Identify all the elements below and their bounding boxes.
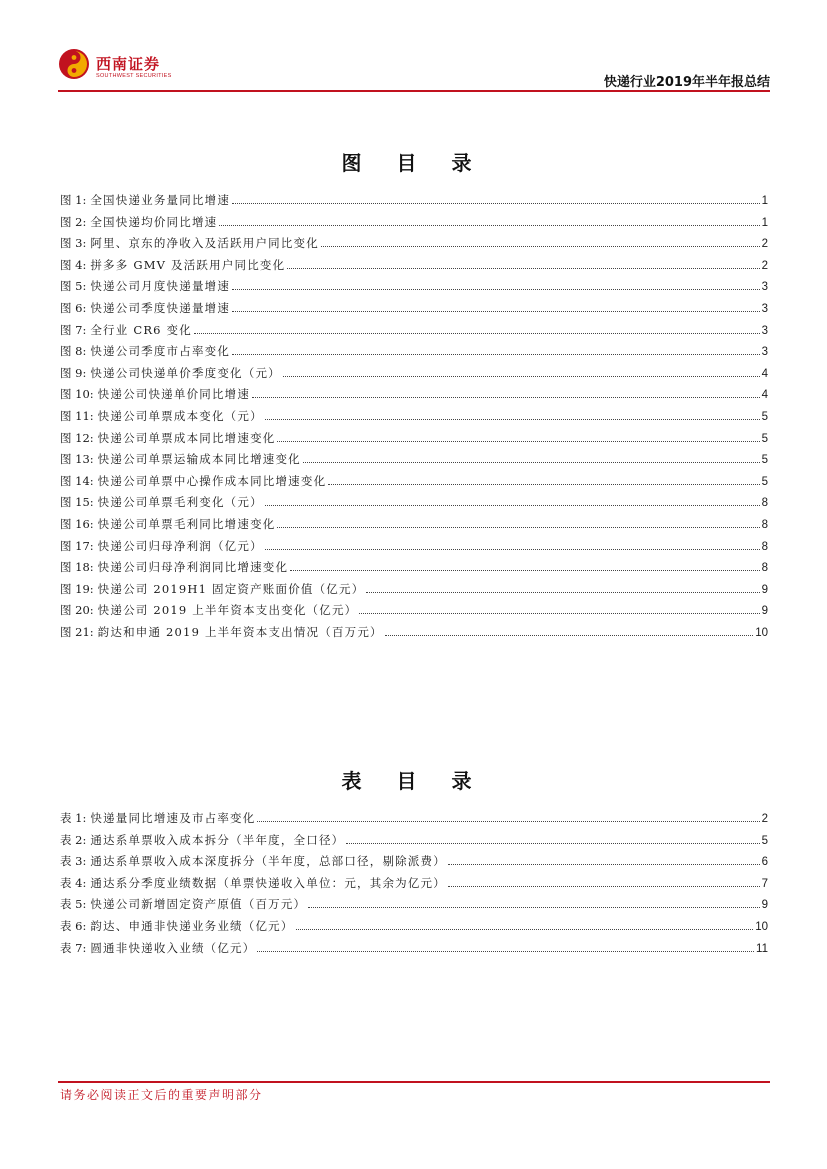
- figure-entry-label: 图 9:: [60, 365, 87, 380]
- figure-toc-entry[interactable]: [60, 622, 768, 644]
- dot-leader: [290, 570, 759, 571]
- figure-entry-label: 图 19:: [60, 581, 94, 596]
- figure-entry-label: 图 5:: [60, 279, 87, 294]
- figure-entry-title: 全行业 CR6 变化: [90, 322, 192, 337]
- table-entry-title: 通达系单票收入成本拆分（半年度，全口径）: [90, 832, 345, 847]
- tables-toc-title: 表 目 录: [341, 769, 486, 793]
- dot-leader: [283, 376, 760, 377]
- table-entry-title: 通达系单票收入成本深度拆分（半年度，总部口径，剔除派费）: [90, 854, 446, 869]
- table-entry-title: 快递公司新增固定资产原值（百万元）: [90, 897, 307, 912]
- table-entry-page: 2: [761, 813, 768, 825]
- figure-toc-entry[interactable]: [60, 233, 768, 255]
- figure-entry-label: 图 17:: [60, 538, 94, 553]
- table-entry-page: 7: [761, 877, 768, 890]
- figure-entry-title: 快递公司快递单价同比增速: [97, 387, 251, 402]
- figure-toc-entry[interactable]: [60, 363, 768, 385]
- figure-entry-title: 快递公司季度快递量增速: [90, 300, 231, 315]
- table-entry-label: 表 7:: [60, 940, 87, 955]
- dot-leader: [296, 929, 754, 930]
- dot-leader: [232, 354, 760, 355]
- figure-entry-page: 1: [761, 216, 768, 229]
- dot-leader: [194, 333, 760, 334]
- table-entry-title: 通达系分季度业绩数据（单票快递收入单位：元，其余为亿元）: [90, 875, 446, 890]
- dot-leader: [257, 821, 759, 822]
- figure-entry-page: 8: [761, 562, 768, 575]
- table-toc-entry[interactable]: [60, 894, 768, 916]
- figure-entry-page: 1: [761, 195, 768, 207]
- figure-entry-label: 图 14:: [60, 473, 94, 488]
- figure-entry-page: 9: [761, 605, 768, 618]
- figure-toc-entry[interactable]: [60, 276, 768, 298]
- figure-entry-title: 阿里、京东的净收入及活跃用户同比变化: [90, 236, 319, 251]
- figure-entry-title: 快递公司快递单价季度变化（元）: [90, 365, 281, 380]
- figure-entry-title: 快递公司 2019 上半年资本支出变化（亿元）: [97, 603, 358, 618]
- figure-entry-title: 全国快递业务量同比增速: [90, 193, 231, 207]
- dot-leader: [257, 951, 754, 952]
- dot-leader: [366, 592, 759, 593]
- header-divider: [58, 90, 770, 92]
- footer-disclaimer: 请务必阅读正文后的重要声明部分: [60, 1088, 263, 1102]
- figure-entry-page: 3: [761, 302, 768, 315]
- dot-leader: [219, 225, 759, 226]
- figure-entry-label: 图 1:: [60, 193, 87, 207]
- table-toc-entry[interactable]: [60, 808, 768, 830]
- figure-entry-title: 快递公司归母净利润（亿元）: [97, 538, 263, 553]
- table-toc-entry[interactable]: [60, 830, 768, 852]
- dot-leader: [232, 203, 760, 204]
- dot-leader: [328, 484, 759, 485]
- figure-toc-entry[interactable]: [60, 212, 768, 234]
- figure-toc-entry[interactable]: [60, 255, 768, 277]
- table-entry-label: 表 6:: [60, 918, 87, 933]
- dot-leader: [232, 289, 760, 290]
- figure-entry-title: 快递公司归母净利润同比增速变化: [97, 560, 289, 575]
- table-entry-label: 表 2:: [60, 832, 87, 847]
- figure-toc-entry[interactable]: [60, 579, 768, 601]
- dot-leader: [303, 462, 760, 463]
- logo-emblem-icon: [58, 48, 90, 80]
- figure-entry-page: 2: [761, 259, 768, 272]
- dot-leader: [265, 505, 760, 506]
- figure-entry-title: 快递公司月度快递量增速: [90, 279, 231, 294]
- figure-entry-page: 4: [761, 367, 768, 380]
- figure-entry-label: 图 15:: [60, 495, 94, 510]
- figure-toc-entry[interactable]: [60, 428, 768, 450]
- figure-entry-page: 5: [761, 475, 768, 488]
- figures-toc-list: [60, 190, 768, 643]
- dot-leader: [346, 843, 759, 844]
- figure-entry-page: 2: [761, 238, 768, 251]
- footer-divider: [58, 1081, 770, 1083]
- table-entry-label: 表 1:: [60, 811, 87, 825]
- table-toc-entry[interactable]: [60, 873, 768, 895]
- page-header: [58, 44, 770, 90]
- figure-entry-label: 图 18:: [60, 560, 94, 575]
- figure-entry-page: 3: [761, 324, 768, 337]
- dot-leader: [385, 635, 753, 636]
- figure-entry-title: 快递公司单票毛利变化（元）: [97, 495, 263, 510]
- dot-leader: [265, 419, 760, 420]
- report-title: 快递行业2019年半年报总结: [603, 75, 770, 90]
- figure-toc-entry[interactable]: [60, 536, 768, 558]
- figure-entry-page: 4: [761, 389, 768, 402]
- logo-chinese-name: 西南证券: [96, 55, 161, 73]
- table-entry-title: 快递量同比增速及市占率变化: [90, 811, 256, 825]
- figure-toc-entry[interactable]: [60, 320, 768, 342]
- table-entry-title: 圆通非快递收入业绩（亿元）: [90, 940, 256, 955]
- figure-toc-entry[interactable]: [60, 600, 768, 622]
- table-toc-entry[interactable]: [60, 851, 768, 873]
- dot-leader: [252, 397, 760, 398]
- table-entry-label: 表 5:: [60, 897, 87, 912]
- figure-toc-entry[interactable]: [60, 492, 768, 514]
- figure-entry-title: 快递公司单票成本变化（元）: [97, 408, 263, 423]
- figure-entry-title: 快递公司单票成本同比增速变化: [97, 430, 276, 445]
- dot-leader: [308, 907, 759, 908]
- figure-toc-entry[interactable]: [60, 449, 768, 471]
- dot-leader: [321, 246, 760, 247]
- figure-entry-page: 3: [761, 346, 768, 359]
- tables-toc-list: [60, 808, 768, 959]
- figure-entry-label: 图 10:: [60, 387, 94, 402]
- figure-entry-label: 图 4:: [60, 257, 87, 272]
- table-entry-label: 表 3:: [60, 854, 87, 869]
- dot-leader: [277, 441, 759, 442]
- figure-entry-title: 快递公司单票运输成本同比增速变化: [97, 452, 301, 467]
- figure-toc-entry[interactable]: [60, 557, 768, 579]
- figure-entry-label: 图 21:: [60, 624, 94, 639]
- figure-entry-page: 8: [761, 518, 768, 531]
- dot-leader: [232, 311, 760, 312]
- table-entry-title: 韵达、申通非快递业务业绩（亿元）: [90, 918, 294, 933]
- figure-toc-entry[interactable]: [60, 471, 768, 493]
- figure-entry-label: 图 20:: [60, 603, 94, 618]
- figure-entry-label: 图 6:: [60, 300, 87, 315]
- figure-entry-page: 5: [761, 454, 768, 467]
- figure-entry-page: 8: [761, 497, 768, 510]
- figure-entry-title: 快递公司单票中心操作成本同比增速变化: [97, 473, 327, 488]
- figure-entry-title: 快递公司季度市占率变化: [90, 344, 231, 359]
- table-entry-page: 5: [761, 834, 768, 847]
- dot-leader: [287, 268, 759, 269]
- figure-entry-page: 8: [761, 540, 768, 553]
- figure-entry-page: 5: [761, 432, 768, 445]
- figure-entry-title: 快递公司 2019H1 固定资产账面价值（亿元）: [97, 581, 365, 596]
- figures-toc-title: 图 目 录: [341, 151, 486, 175]
- table-toc-entry[interactable]: [60, 916, 768, 938]
- figure-entry-label: 图 12:: [60, 430, 94, 445]
- table-entry-page: 11: [756, 942, 768, 955]
- figure-entry-page: 3: [761, 281, 768, 294]
- figure-toc-entry[interactable]: [60, 406, 768, 428]
- figure-toc-entry[interactable]: [60, 341, 768, 363]
- logo-english-name: SOUTHWEST SECURITIES: [96, 73, 172, 79]
- dot-leader: [265, 549, 760, 550]
- table-entry-label: 表 4:: [60, 875, 87, 890]
- dot-leader: [448, 864, 760, 865]
- figure-entry-page: 10: [755, 626, 768, 639]
- figure-entry-title: 全国快递均价同比增速: [90, 214, 218, 229]
- figure-entry-label: 图 2:: [60, 214, 87, 229]
- figure-entry-title: 韵达和申通 2019 上半年资本支出情况（百万元）: [97, 624, 383, 639]
- table-entry-page: 9: [761, 899, 768, 912]
- table-entry-page: 6: [761, 856, 768, 869]
- figure-entry-label: 图 16:: [60, 516, 94, 531]
- figure-entry-label: 图 7:: [60, 322, 87, 337]
- table-toc-entry[interactable]: [60, 938, 768, 960]
- figure-entry-title: 快递公司单票毛利同比增速变化: [97, 516, 276, 531]
- figure-entry-label: 图 3:: [60, 236, 87, 251]
- figure-toc-entry[interactable]: [60, 298, 768, 320]
- figure-toc-entry[interactable]: [60, 514, 768, 536]
- dot-leader: [448, 886, 760, 887]
- dot-leader: [359, 613, 759, 614]
- table-entry-page: 10: [755, 920, 768, 933]
- dot-leader: [277, 527, 759, 528]
- figure-entry-page: 9: [761, 583, 768, 596]
- figure-entry-label: 图 8:: [60, 344, 87, 359]
- figure-entry-page: 5: [761, 410, 768, 423]
- figure-toc-entry[interactable]: [60, 384, 768, 406]
- figure-entry-label: 图 11:: [60, 408, 94, 423]
- figure-entry-title: 拼多多 GMV 及活跃用户同比变化: [90, 257, 286, 272]
- figure-entry-label: 图 13:: [60, 452, 94, 467]
- company-logo: [58, 44, 228, 84]
- figure-toc-entry[interactable]: [60, 190, 768, 212]
